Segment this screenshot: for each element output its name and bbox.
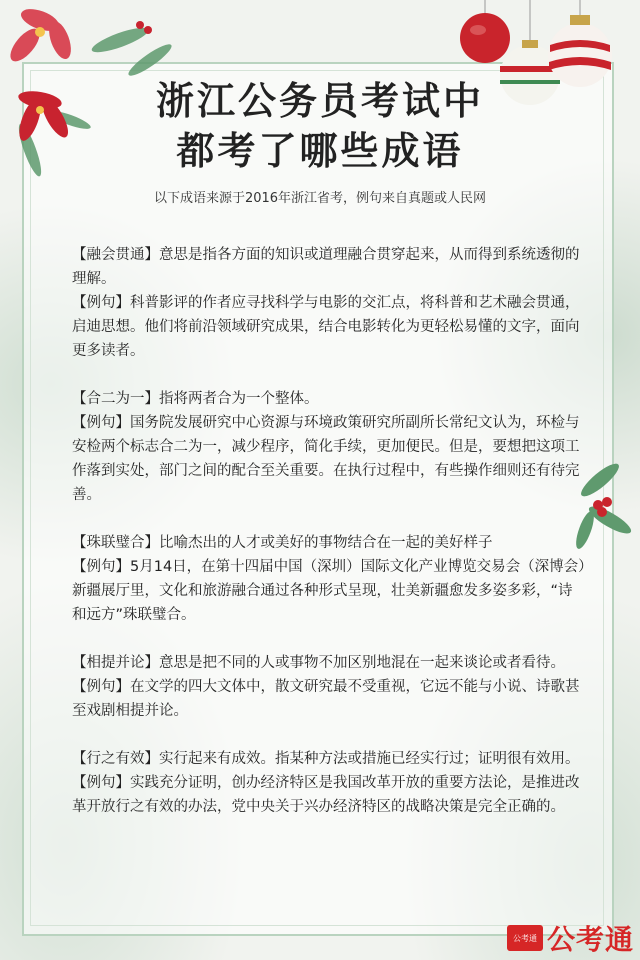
idiom-definition: 【相提并论】意思是把不同的人或事物不加区别地混在一起来谈论或者看待。 xyxy=(72,655,565,671)
brand-logo-badge: 公考通 xyxy=(507,925,543,951)
idiom-example: 【例句】5月14日，在第十四届中国（深圳）国际文化产业博览交易会（深博会）新疆展厅里，文化和旅游融合通过各种形式呈现，壮美新疆愈发多姿多彩，“诗和远方”珠联璧合。 xyxy=(72,559,586,623)
idiom-definition: 【融会贯通】意思是指各方面的知识或道理融合贯穿起来，从而得到系统透彻的理解。 xyxy=(72,247,580,287)
idiom-definition: 【合二为一】指将两者合为一个整体。 xyxy=(72,391,319,407)
idiom-example: 【例句】在文学的四大文体中，散文研究最不受重视，它远不能与小说、诗歌甚至戏剧相提并论。 xyxy=(72,679,580,719)
page-title-line2: 都考了哪些成语 xyxy=(176,128,464,173)
idiom-example: 【例句】国务院发展研究中心资源与环境政策研究所副所长常纪文认为，环检与安检两个标志合二为一，减少程序，简化手续，更加便民。但是，要想把这项工作落到实处，部门之间的配合至关重要。在执行过程中，有些操作细则还有待完善。 xyxy=(72,415,580,503)
idiom-definition: 【行之有效】实行起来有成效。指某种方法或措施已经实行过；证明很有效用。 xyxy=(72,751,580,767)
brand-logo xyxy=(507,918,634,958)
subtitle: 以下成语来源于2016年浙江省考，例句来自真题或人民网 xyxy=(153,191,487,206)
idiom-content xyxy=(72,243,586,819)
idiom-example: 【例句】实践充分证明，创办经济特区是我国改革开放的重要方法论，是推进改革开放行之有效的办法，党中央关于兴办经济特区的战略决策是完全正确的。 xyxy=(72,775,580,815)
idiom-example: 【例句】科普影评的作者应寻找科学与电影的交汇点，将科普和艺术融会贯通，启迪思想。他们将前沿领域研究成果，结合电影转化为更轻松易懂的文字，面向更多读者。 xyxy=(72,295,580,359)
page-title-line1: 浙江公务员考试中 xyxy=(155,78,484,123)
brand-logo-text: 公考通 xyxy=(546,923,634,956)
idiom-definition: 【珠联璧合】比喻杰出的人才或美好的事物结合在一起的美好样子 xyxy=(72,535,493,551)
